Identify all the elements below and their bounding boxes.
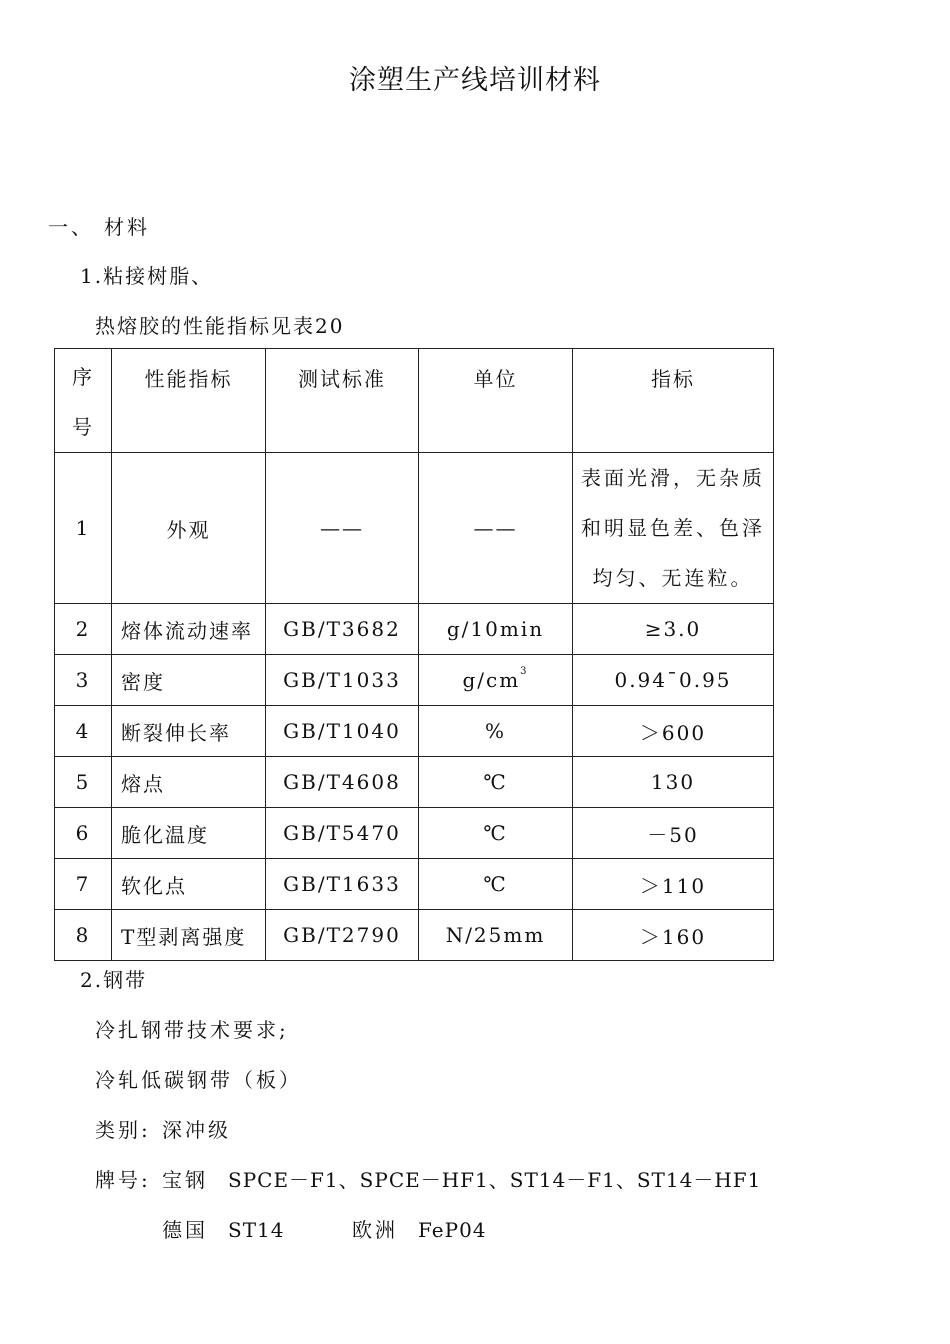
section-1-number: 一、 <box>48 215 94 239</box>
cell-property: T型剥离强度 <box>112 910 266 961</box>
table-row <box>55 655 774 706</box>
cell-standard: GB/T4608 <box>266 757 419 808</box>
cell-standard: —— <box>266 453 419 604</box>
cell-unit: ℃ <box>419 757 573 808</box>
steel-strip-requirements: 冷扎钢带技术要求; <box>95 1018 289 1042</box>
page-title: 涂塑生产线培训材料 <box>349 65 601 96</box>
cell-unit: —— <box>419 453 573 604</box>
cell-seq: 1 <box>55 453 112 604</box>
category-value: 深冲级 <box>162 1118 231 1142</box>
cell-standard: GB/T5470 <box>266 808 419 859</box>
germany-grade: ST14 <box>228 1218 285 1242</box>
table-header-row <box>55 349 774 453</box>
cell-property: 熔点 <box>112 757 266 808</box>
cell-unit: % <box>419 706 573 757</box>
cell-seq: 6 <box>55 808 112 859</box>
cell-spec: 130 <box>573 757 774 808</box>
cell-property: 脆化温度 <box>112 808 266 859</box>
cell-property: 熔体流动速率 <box>112 604 266 655</box>
cell-spec: 0.94¯0.95 <box>573 655 774 706</box>
cell-standard: GB/T1040 <box>266 706 419 757</box>
grade-label: 牌号: <box>95 1168 151 1192</box>
steel-strip-type: 冷轧低碳钢带（板） <box>95 1068 302 1092</box>
germany-label: 德国 <box>162 1218 208 1242</box>
cell-standard: GB/T3682 <box>266 604 419 655</box>
cell-spec: ＞110 <box>573 859 774 910</box>
table-row <box>55 706 774 757</box>
cell-spec: ＞160 <box>573 910 774 961</box>
cell-unit: N/25mm <box>419 910 573 961</box>
cell-unit: $g/cm^3$ <box>419 655 573 706</box>
cell-seq: 7 <box>55 859 112 910</box>
table-row <box>55 453 774 604</box>
cell-seq: 8 <box>55 910 112 961</box>
table-row <box>55 757 774 808</box>
cell-property: 断裂伸长率 <box>112 706 266 757</box>
header-spec: 指标 <box>573 349 774 453</box>
item-1-heading: 1.粘接树脂、 <box>80 264 214 288</box>
cell-standard: GB/T1633 <box>266 859 419 910</box>
cell-spec: ≥3.0 <box>573 604 774 655</box>
cell-seq: 3 <box>55 655 112 706</box>
table-row <box>55 808 774 859</box>
baosteel-grades: SPCE－F1、SPCE－HF1、ST14－F1、ST14－HF1 <box>228 1168 762 1192</box>
cell-standard: GB/T1033 <box>266 655 419 706</box>
europe-grade: FeP04 <box>418 1218 487 1242</box>
cell-property: 软化点 <box>112 859 266 910</box>
cell-seq: 5 <box>55 757 112 808</box>
hot-melt-spec-table <box>54 348 774 961</box>
cell-spec: ＞600 <box>573 706 774 757</box>
table-row <box>55 859 774 910</box>
table-row <box>55 604 774 655</box>
section-1-heading: 材料 <box>104 215 150 239</box>
baosteel-label: 宝钢 <box>162 1168 208 1192</box>
europe-label: 欧洲 <box>352 1218 398 1242</box>
header-unit: 单位 <box>419 349 573 453</box>
cell-property: 密度 <box>112 655 266 706</box>
cell-unit: ℃ <box>419 808 573 859</box>
cell-seq: 4 <box>55 706 112 757</box>
cell-unit: g/10min <box>419 604 573 655</box>
cell-standard: GB/T2790 <box>266 910 419 961</box>
header-property: 性能指标 <box>112 349 266 453</box>
cell-seq: 2 <box>55 604 112 655</box>
table-caption: 热熔胶的性能指标见表20 <box>95 314 345 338</box>
cell-property: 外观 <box>112 453 266 604</box>
table-row <box>55 910 774 961</box>
item-2-heading: 2.钢带 <box>80 968 148 992</box>
cell-spec: 表面光滑，无杂质 和明显色差、色泽 均匀、无连粒。 <box>573 453 774 604</box>
cell-unit: ℃ <box>419 859 573 910</box>
cell-spec: －50 <box>573 808 774 859</box>
header-seq: 序 号 <box>55 349 112 453</box>
category-label: 类别: <box>95 1118 151 1142</box>
header-standard: 测试标准 <box>266 349 419 453</box>
